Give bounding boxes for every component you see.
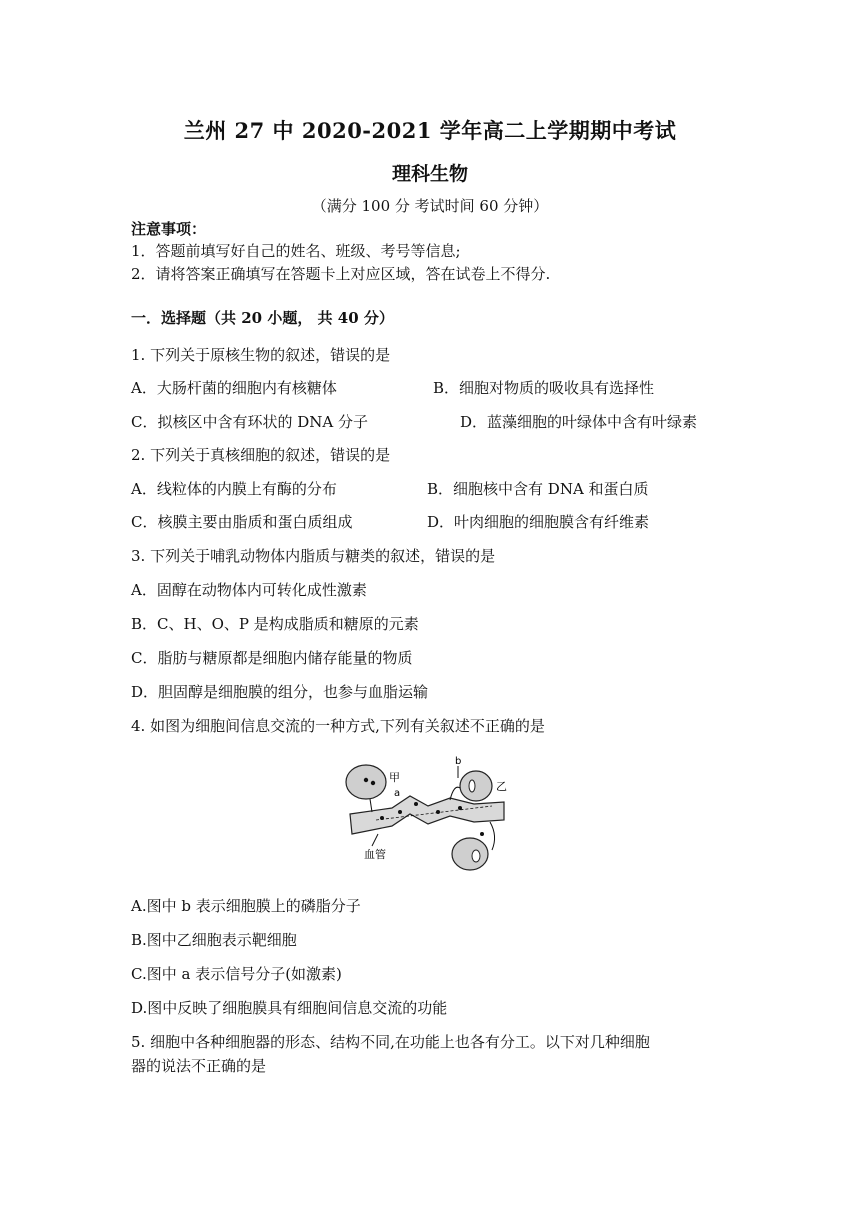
question-5-stem-line-2: 器的说法不正确的是 [131, 1057, 267, 1075]
signal-dot [398, 810, 402, 814]
question-3-stem: 3. 下列关于哺乳动物体内脂质与糖类的叙述，错误的是 [131, 547, 496, 565]
blood-vessel-band [350, 796, 504, 834]
question-1-option-a: A．大肠杆菌的细胞内有核糖体 [131, 379, 337, 397]
question-4-option-d: D.图中反映了细胞膜具有细胞间信息交流的功能 [131, 999, 448, 1017]
target-cell-lower [452, 838, 488, 870]
question-4-stem: 4. 如图为细胞间信息交流的一种方式,下列有关叙述不正确的是 [131, 717, 545, 735]
signal-dot [480, 832, 484, 836]
notice-heading: 注意事项： [131, 220, 207, 238]
question-1-option-d: D．蓝藻细胞的叶绿体中含有叶绿素 [460, 413, 698, 431]
signal-dot [364, 778, 368, 782]
secretion-arrow [370, 799, 372, 812]
notice-item-2: 2．请将答案正确填写在答题卡上对应区域，答在试卷上不得分. [131, 265, 551, 283]
question-4-option-b: B.图中乙细胞表示靶细胞 [131, 931, 297, 949]
exam-title: 兰州 27 中 2020-2021 学年高二上学期期中考试 [183, 118, 677, 143]
signal-dot [371, 781, 375, 785]
question-4-option-c: C.图中 a 表示信号分子(如激素) [131, 965, 342, 983]
label-yi: 乙 [496, 780, 507, 793]
label-jia: 甲 [389, 771, 400, 784]
question-4-option-a: A.图中 b 表示细胞膜上的磷脂分子 [131, 897, 361, 915]
question-2-stem: 2. 下列关于真核细胞的叙述，错误的是 [131, 446, 391, 464]
vessel-pointer [372, 834, 378, 846]
exam-subject: 理科生物 [391, 163, 468, 185]
signal-dot [414, 802, 418, 806]
question-3-option-d: D．胆固醇是细胞膜的组分，也参与血脂运输 [131, 683, 429, 701]
question-1-option-c: C．拟核区中含有环状的 DNA 分子 [131, 413, 368, 431]
question-2-option-d: D．叶肉细胞的细胞膜含有纤维素 [427, 513, 650, 531]
question-2-option-c: C．核膜主要由脂质和蛋白质组成 [131, 513, 353, 531]
question-3-option-c: C．脂肪与糖原都是细胞内储存能量的物质 [131, 649, 413, 667]
question-1-option-b: B．细胞对物质的吸收具有选择性 [433, 379, 655, 397]
question-2-option-a: A．线粒体的内膜上有酶的分布 [131, 480, 337, 498]
question-1-stem: 1. 下列关于原核生物的叙述，错误的是 [131, 346, 391, 364]
cell-yi-nucleus [469, 780, 475, 792]
cell-yi [460, 771, 492, 801]
binding-arrow [490, 822, 495, 850]
exam-meta: （满分 100 分 考试时间 60 分钟） [311, 197, 549, 215]
notice-item-1: 1．答题前填写好自己的姓名、班级、考号等信息; [131, 242, 461, 260]
label-vessel: 血管 [364, 848, 386, 861]
question-5-stem-line-1: 5. 细胞中各种细胞器的形态、结构不同,在功能上也各有分工。以下对几种细胞 [131, 1033, 650, 1051]
question-2-option-b: B．细胞核中含有 DNA 和蛋白质 [427, 480, 649, 498]
question-3-option-a: A．固醇在动物体内可转化成性激素 [131, 581, 367, 599]
signal-dot [436, 810, 440, 814]
section-heading: 一．选择题（共 20 小题， 共 40 分） [131, 309, 394, 327]
label-b: b [455, 756, 462, 767]
target-cell-lower-nucleus [472, 850, 480, 862]
cell-signaling-figure [342, 754, 514, 882]
question-3-option-b: B．C、H、O、P 是构成脂质和糖原的元素 [131, 615, 419, 633]
label-a: a [394, 788, 401, 799]
